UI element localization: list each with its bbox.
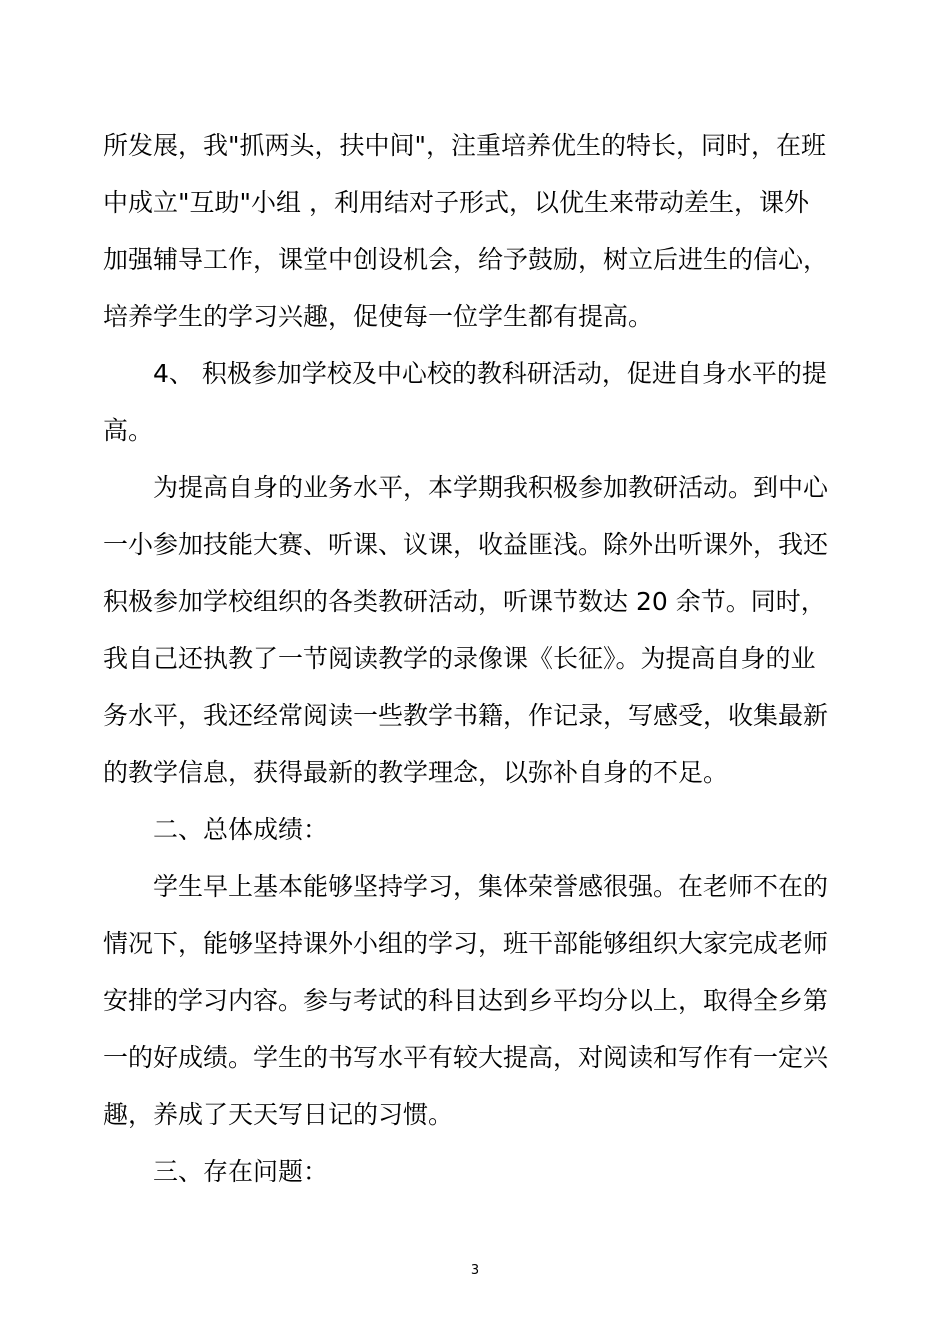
text-line: 培养学生的学习兴趣，促使每一位学生都有提高。 [103, 302, 654, 331]
text-line: 为提高自身的业务水平，本学期我积极参加教研活动。到中心 [153, 473, 829, 502]
text-line: 的教学信息，获得最新的教学理念，以弥补自身的不足。 [103, 758, 729, 787]
text-line: 一的好成绩。学生的书写水平有较大提高，对阅读和写作有一定兴 [103, 1043, 829, 1072]
text-line: 所发展，我"抓两头，扶中间"，注重培养优生的特长，同时，在班 [103, 131, 827, 160]
text-line: 务水平，我还经常阅读一些教学书籍，作记录，写感受，收集最新 [103, 701, 829, 730]
text-line: 情况下，能够坚持课外小组的学习，班干部能够组织大家完成老师 [103, 929, 829, 958]
text-line: 一小参加技能大赛、听课、议课，收益匪浅。除外出听课外，我还 [103, 530, 829, 559]
text-line: 我自己还执教了一节阅读教学的录像课《长征》。为提高自身的业 [103, 644, 816, 673]
text-line: 高。 [103, 416, 154, 445]
text-line: 安排的学习内容。参与考试的科目达到乡平均分以上，取得全乡第 [103, 986, 829, 1015]
section-heading-problems: 三、存在问题： [153, 1157, 329, 1186]
text-line: 积极参加学校组织的各类教研活动，听课节数达 20 余节。同时， [103, 587, 826, 616]
page-number: 3 [470, 1263, 480, 1278]
text-line: 加强辅导工作，课堂中创设机会，给予鼓励，树立后进生的信心， [103, 245, 829, 274]
section-heading-4: 4、 积极参加学校及中心校的教科研活动，促进自身水平的提 [153, 359, 827, 388]
text-line: 中成立"互助"小组 ，利用结对子形式，以优生来带动差生，课外 [103, 188, 809, 217]
text-line: 学生早上基本能够坚持学习，集体荣誉感很强。在老师不在的 [153, 872, 829, 901]
section-heading-overall-results: 二、总体成绩： [153, 815, 329, 844]
text-line: 趣，养成了天天写日记的习惯。 [103, 1100, 454, 1129]
